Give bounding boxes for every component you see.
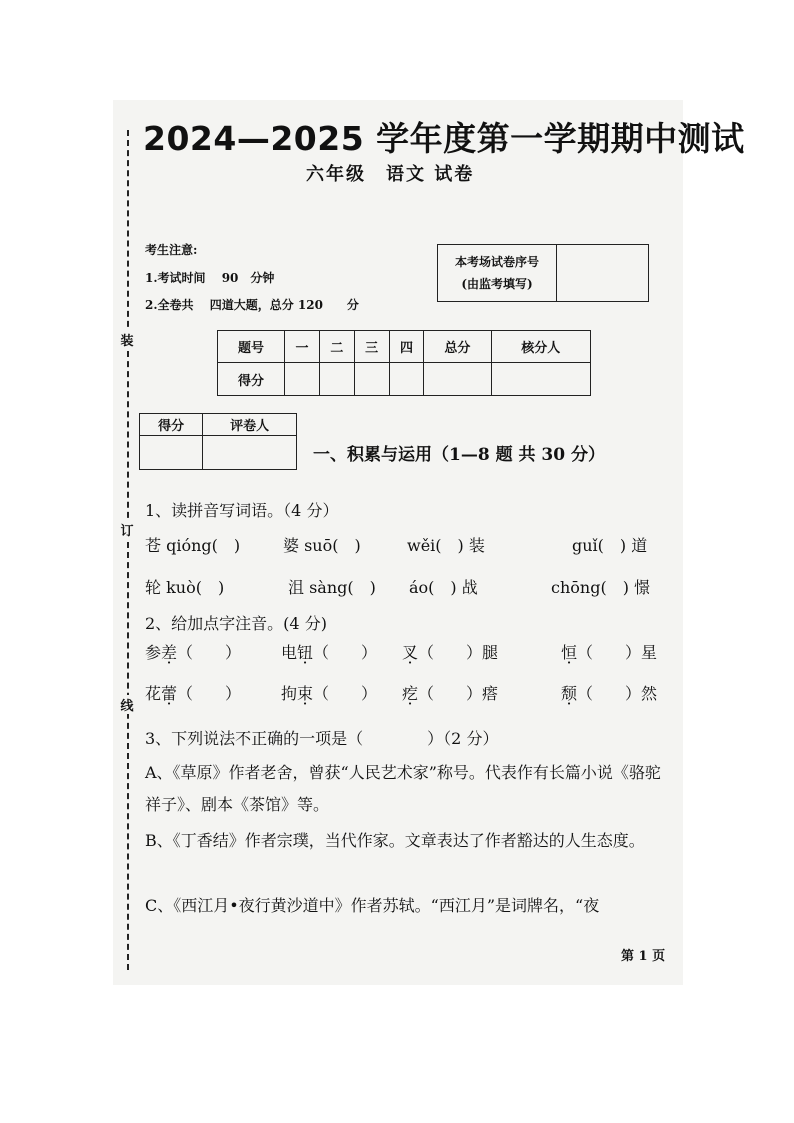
grader-header-grader: 评卷人 xyxy=(203,414,297,436)
q1-item: chōng( ) 憬 xyxy=(551,578,651,597)
score-cell-total[interactable] xyxy=(424,363,491,396)
score-table xyxy=(217,330,591,396)
binding-char-xian: 线 xyxy=(119,695,135,714)
serial-box xyxy=(437,244,649,302)
grader-score-cell[interactable] xyxy=(140,436,203,470)
q2-item: 参差（ ） xyxy=(145,643,242,662)
score-header-1: 一 xyxy=(285,331,320,363)
exam-title: 2024—2025 学年度第一学期期中测试 xyxy=(143,119,745,158)
notes-structure: 2.全卷共 四道大题，总分 120 分 xyxy=(145,298,359,312)
grader-name-cell[interactable] xyxy=(203,436,297,470)
q2-item: 拘束（ ） xyxy=(281,684,378,703)
score-header-4: 四 xyxy=(389,331,424,363)
q2-item: 颓（ ）然 xyxy=(561,684,658,703)
binding-char-ding: 订 xyxy=(119,520,135,539)
q1-item: 沮 sàng( ) xyxy=(288,578,376,597)
score-header-checker: 核分人 xyxy=(491,331,591,363)
q1-item: 轮 kuò( ) xyxy=(145,578,225,597)
score-header-total: 总分 xyxy=(424,331,491,363)
page-number: 第 1 页 xyxy=(621,949,666,964)
q1-item: 苍 qióng( ) xyxy=(145,536,241,555)
score-cell-2[interactable] xyxy=(319,363,354,396)
q2-item: 疙（ ）瘩 xyxy=(402,684,499,703)
score-header-3: 三 xyxy=(354,331,389,363)
binding-char-zhuang: 装 xyxy=(119,330,135,349)
serial-number-field[interactable] xyxy=(557,245,649,302)
q1-item: áo( ) 战 xyxy=(409,578,478,597)
score-cell-checker[interactable] xyxy=(491,363,591,396)
score-header-label: 题号 xyxy=(218,331,285,363)
q1-prompt: 1、读拼音写词语。（4 分） xyxy=(145,501,339,520)
q1-item: 婆 suō( ) xyxy=(283,536,361,555)
score-cell-1[interactable] xyxy=(285,363,320,396)
score-cell-3[interactable] xyxy=(354,363,389,396)
q3-option-c: C、《西江月•夜行黄沙道中》作者苏轼。“西江月”是词牌名，“夜 xyxy=(145,896,600,915)
score-header-2: 二 xyxy=(319,331,354,363)
q3-option-a: A、《草原》作者老舍，曾获“人民艺术家”称号。代表作有长篇小说《骆驼祥子》、剧本《茶馆》等。 xyxy=(145,763,661,814)
q3-prompt: 3、下列说法不正确的一项是（ ）（2 分） xyxy=(145,729,499,748)
grader-header-score: 得分 xyxy=(140,414,203,436)
notes-time: 1.考试时间 90 分钟 xyxy=(145,271,275,285)
q1-item: wěi( ) 装 xyxy=(407,536,485,555)
q2-item: 恒（ ）星 xyxy=(561,643,658,662)
q3-option-b: B、《丁香结》作者宗璞，当代作家。文章表达了作者豁达的人生态度。 xyxy=(145,831,645,850)
q2-item: 叉（ ）腿 xyxy=(402,643,499,662)
binding-line xyxy=(127,130,129,970)
exam-subtitle: 六年级 语文 试卷 xyxy=(306,164,475,185)
serial-box-label: 本考场试卷序号 (由监考填写) xyxy=(438,245,557,302)
score-cell-4[interactable] xyxy=(389,363,424,396)
section-heading: 一、积累与运用（1—8 题 共 30 分） xyxy=(313,445,605,465)
q1-item: guǐ( ) 道 xyxy=(572,536,648,555)
notes-heading: 考生注意: xyxy=(145,243,198,257)
q2-item: 花蕾（ ） xyxy=(145,684,242,703)
score-row-label: 得分 xyxy=(218,363,285,396)
q2-prompt: 2、给加点字注音。(4 分) xyxy=(145,614,327,633)
q2-item: 电钮（ ） xyxy=(281,643,378,662)
grader-box xyxy=(139,413,297,470)
